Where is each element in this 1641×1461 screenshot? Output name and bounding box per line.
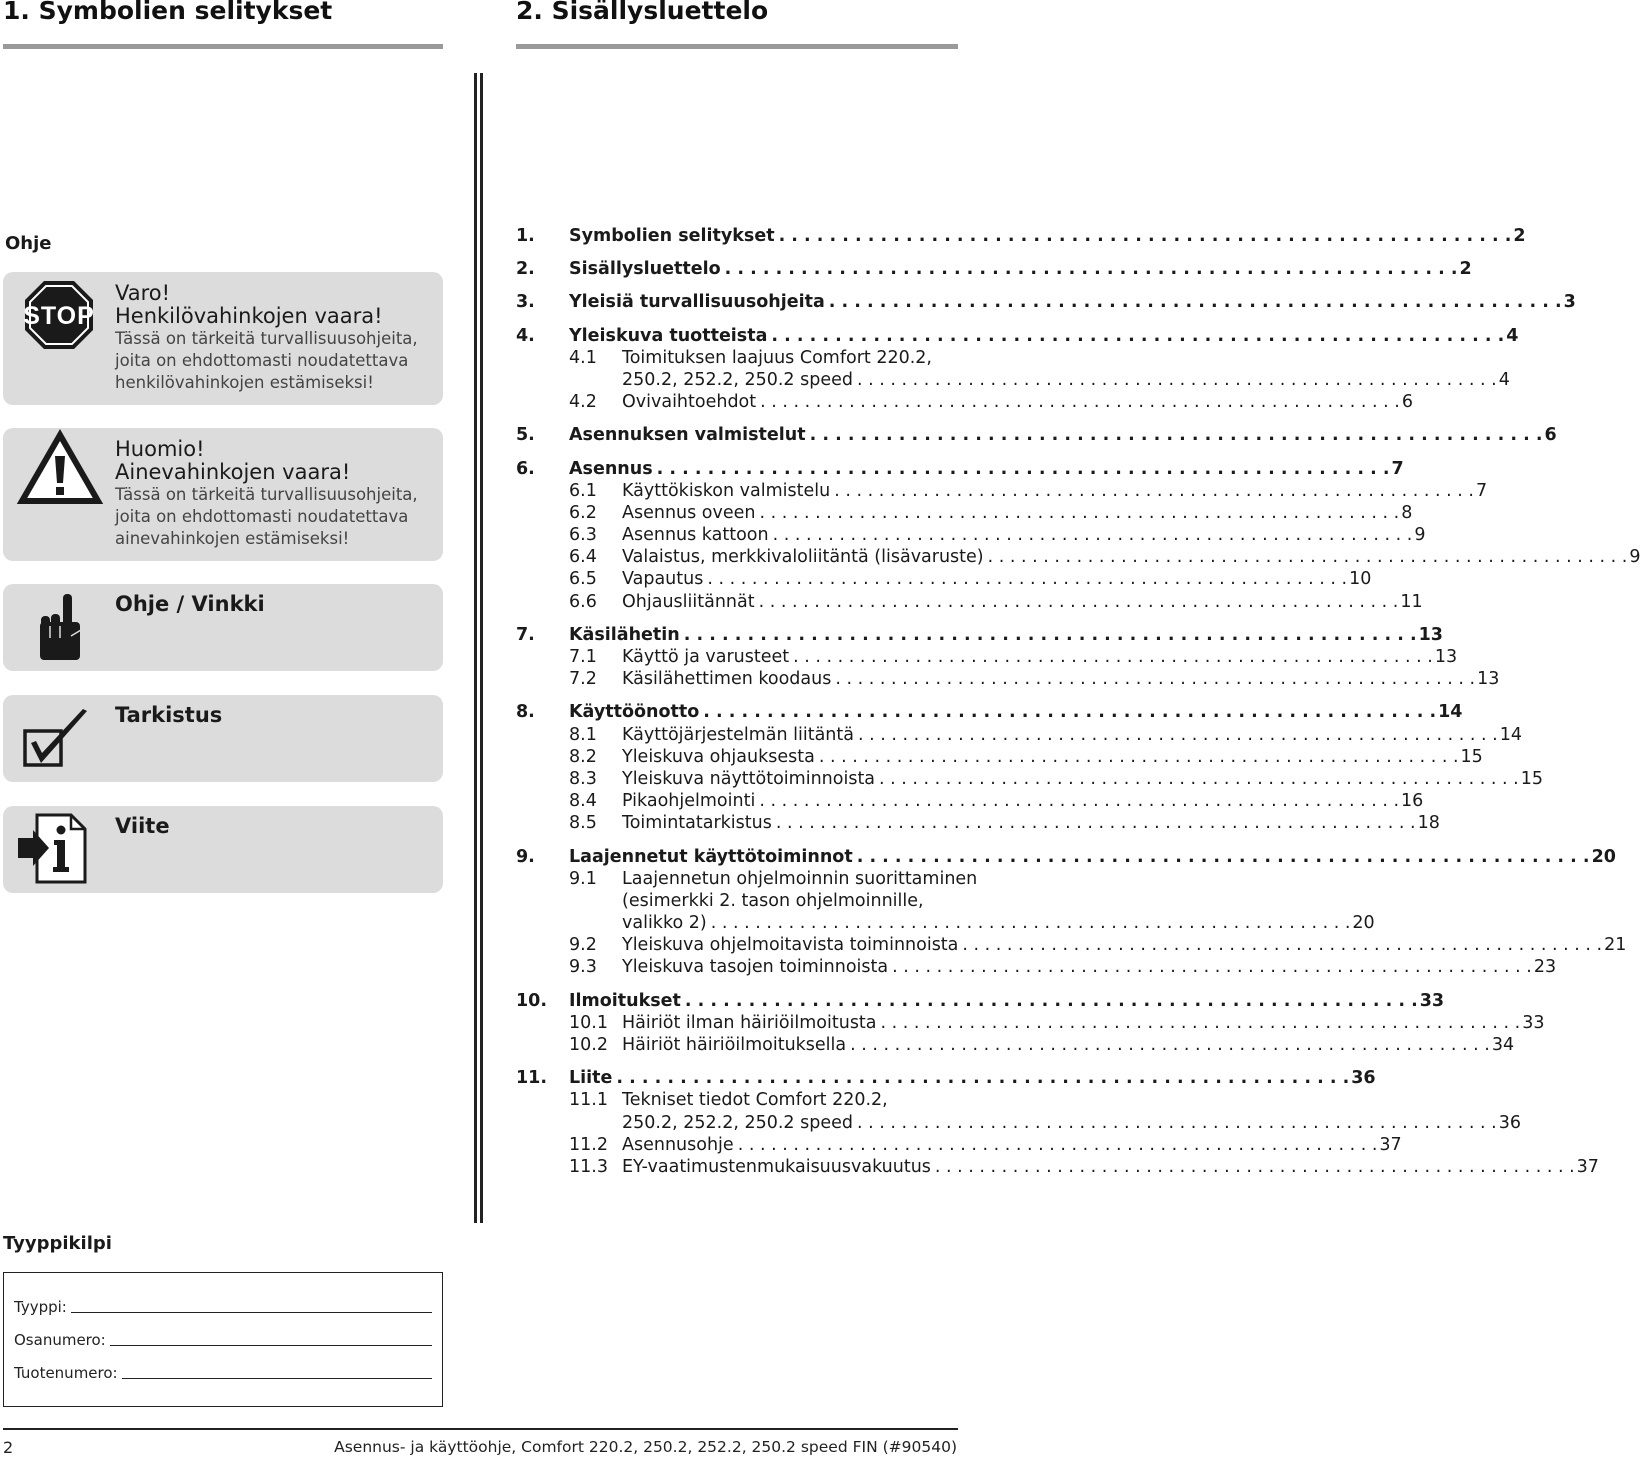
toc-chapter-row[interactable] <box>516 990 1445 1012</box>
toc-entry <box>622 956 1557 978</box>
toc-leader-dots <box>772 812 1416 834</box>
toc-title: Toimintatarkistus <box>622 813 772 834</box>
toc-number: 3. <box>516 292 535 313</box>
toc-number: 9.3 <box>569 957 597 978</box>
toc-number: 6.5 <box>569 569 597 590</box>
toc-section-row[interactable] <box>516 790 1424 812</box>
toc-leader-dots <box>755 591 1399 613</box>
toc-leader-dots <box>875 768 1519 790</box>
part-number-field <box>14 1331 432 1349</box>
toc-entry <box>622 347 960 369</box>
toc-entry <box>622 890 960 912</box>
toc-entry <box>622 646 1458 668</box>
toc-title: Yleiskuva ohjelmoitavista toiminnoista <box>622 935 959 956</box>
toc-page-number: 21 <box>1604 935 1627 956</box>
danger-title: Varo! <box>115 281 171 305</box>
toc-entry <box>569 990 1445 1012</box>
toc-section-row[interactable] <box>516 568 1372 590</box>
toc-chapter-row[interactable] <box>516 1067 1376 1089</box>
nameplate-heading: Tyyppikilpi <box>3 1233 112 1254</box>
toc-chapter-row[interactable] <box>516 424 1557 446</box>
toc-entry <box>622 1156 1599 1178</box>
nameplate-box <box>3 1272 443 1407</box>
toc-leader-dots <box>756 391 1400 413</box>
toc-page-number: 2 <box>1459 259 1472 280</box>
toc-leader-dots <box>612 1067 1349 1089</box>
toc-page-number: 4 <box>1498 369 1510 390</box>
toc-number: 9. <box>516 846 535 867</box>
product-number-field <box>14 1364 432 1382</box>
toc-gap <box>516 247 960 258</box>
toc-leader-dots <box>734 1134 1378 1156</box>
toc-number: 11.1 <box>569 1090 608 1111</box>
toc-section-row[interactable] <box>516 1112 1521 1134</box>
toc-entry <box>569 846 1616 868</box>
toc-leader-dots <box>775 225 1512 247</box>
toc-title: Asennusohje <box>622 1134 734 1155</box>
toc-gap <box>516 835 960 846</box>
svg-text:STOP: STOP <box>23 302 95 330</box>
toc-title: Tekniset tiedot Comfort 220.2, <box>622 1090 888 1111</box>
toc-title: Ovivaihtoehdot <box>622 392 757 413</box>
toc-number: 6. <box>516 458 535 479</box>
toc-entry <box>622 1034 1515 1056</box>
checkmark-icon <box>21 705 91 775</box>
toc-leader-dots <box>789 646 1433 668</box>
toc-entry <box>622 391 1413 413</box>
toc-leader-dots <box>767 325 1504 347</box>
toc-chapter-row[interactable] <box>516 258 1472 280</box>
toc-page-number: 36 <box>1351 1068 1376 1089</box>
header-rule-left <box>3 44 443 49</box>
toc-page-number: 37 <box>1379 1134 1402 1155</box>
toc-chapter-row[interactable] <box>516 225 1526 247</box>
toc-entry <box>622 1134 1402 1156</box>
caution-subtitle: Ainevahinkojen vaara! <box>115 460 351 484</box>
toc-leader-dots <box>853 1112 1497 1134</box>
toc-title: Häiriöt häiriöilmoituksella <box>622 1035 847 1055</box>
reference-info-icon <box>15 812 91 890</box>
toc-title: Asennus oveen <box>622 502 756 523</box>
toc-title: Käyttöönotto <box>569 702 700 723</box>
toc-page-number: 4 <box>1506 325 1519 346</box>
toc-gap <box>516 979 960 990</box>
page-number: 2 <box>3 1438 14 1457</box>
caution-description: Tässä on tärkeitä turvallisuusohjeita, joita on ehdottomasti noudatettava ainevahinkojen estämiseksi! <box>115 485 418 548</box>
toc-entry <box>622 1089 960 1111</box>
reference-title: Viite <box>115 814 170 838</box>
toc-page-number: 11 <box>1400 591 1423 612</box>
toc-number: 6.1 <box>569 480 597 501</box>
toc-gap <box>516 613 960 624</box>
toc-page-number: 20 <box>1591 846 1616 867</box>
section-title-contents: 2. Sisällysluettelo <box>516 0 769 25</box>
toc-leader-dots <box>769 524 1413 546</box>
toc-page-number: 15 <box>1520 768 1544 789</box>
toc-page-number: 34 <box>1491 1035 1515 1055</box>
type-blank-line <box>71 1298 432 1313</box>
toc-title: valikko 2) <box>622 913 707 934</box>
toc-number: 6.6 <box>569 591 597 612</box>
toc-entry <box>569 424 1557 446</box>
toc-gap <box>516 413 960 424</box>
toc-chapter-row[interactable] <box>516 846 1616 868</box>
toc-section-row[interactable] <box>516 502 1413 524</box>
type-field <box>14 1298 432 1316</box>
toc-title: Häiriöt ilman häiriöilmoitusta <box>622 1012 877 1033</box>
toc-page-number: 36 <box>1498 1112 1521 1133</box>
header-rule-right <box>516 44 958 49</box>
toc-section-row[interactable] <box>516 546 1641 568</box>
toc-number: 4.1 <box>569 347 597 368</box>
toc-section-row[interactable] <box>516 956 1557 978</box>
danger-subtitle: Henkilövahinkojen vaara! <box>115 304 383 328</box>
toc-leader-dots <box>815 746 1459 768</box>
toc-number: 9.1 <box>569 868 597 889</box>
toc-number: 5. <box>516 425 535 446</box>
toc-section-row[interactable] <box>516 768 1544 790</box>
toc-leader-dots <box>707 912 1351 934</box>
toc-leader-dots <box>703 568 1347 590</box>
toc-title: Yleiskuva tuotteista <box>569 325 768 346</box>
toc-page-number: 6 <box>1401 392 1413 413</box>
toc-chapter-row[interactable] <box>516 701 1463 723</box>
toc-page-number: 8 <box>1401 502 1413 523</box>
toc-title: Käsilähetin <box>569 624 680 645</box>
toc-section-row[interactable] <box>516 912 1375 934</box>
toc-entry <box>569 624 1443 646</box>
toc-entry <box>622 812 1440 834</box>
toc-leader-dots <box>680 624 1417 646</box>
legend-heading: Ohje <box>5 233 52 254</box>
toc-title: Käyttö ja varusteet <box>622 647 790 667</box>
toc-entry <box>622 868 978 890</box>
toc-section-row[interactable] <box>516 1134 1402 1156</box>
toc-section-row[interactable] <box>516 591 1423 613</box>
toc-section-row[interactable] <box>516 1156 1599 1178</box>
toc-leader-dots <box>756 502 1400 524</box>
danger-description: Tässä on tärkeitä turvallisuusohjeita, joita on ehdottomasti noudatettava henkilövahinkojen estämiseksi! <box>115 329 418 392</box>
toc-title: Pikaohjelmointi <box>622 791 756 812</box>
pointing-hand-icon <box>37 592 83 668</box>
toc-page-number: 13 <box>1418 624 1443 645</box>
toc-section-row[interactable] <box>516 868 978 890</box>
toc-entry <box>569 458 1404 480</box>
toc-title: Asennus <box>569 458 653 479</box>
toc-number: 9.2 <box>569 935 597 956</box>
toc-leader-dots <box>721 258 1458 280</box>
toc-entry <box>622 591 1423 613</box>
type-label: Tyyppi: <box>14 1298 67 1316</box>
toc-gap <box>516 447 960 458</box>
toc-number: 8.4 <box>569 791 597 812</box>
toc-leader-dots <box>825 291 1562 313</box>
toc-entry <box>622 1112 1521 1134</box>
toc-title: EY-vaatimustenmukaisuusvakuutus <box>622 1156 931 1177</box>
toc-entry <box>569 1067 1376 1089</box>
toc-leader-dots <box>888 956 1532 978</box>
toc-entry <box>622 546 1641 568</box>
toc-page-number: 15 <box>1460 746 1483 767</box>
toc-section-row[interactable] <box>516 890 960 912</box>
toc-number: 8. <box>516 702 535 723</box>
toc-title: Yleiskuva ohjauksesta <box>622 746 815 767</box>
part-number-blank-line <box>110 1331 432 1346</box>
toc-title: Sisällysluettelo <box>569 259 721 280</box>
toc-entry <box>622 790 1424 812</box>
toc-leader-dots <box>699 701 1436 723</box>
toc-entry <box>622 724 1522 746</box>
toc-leader-dots <box>853 846 1590 868</box>
warning-triangle-icon <box>19 432 101 508</box>
toc-number: 8.2 <box>569 746 597 767</box>
toc-number: 7. <box>516 624 535 645</box>
toc-page-number: 16 <box>1401 791 1424 812</box>
toc-entry <box>569 291 1576 313</box>
toc-leader-dots <box>853 369 1497 391</box>
toc-page-number: 14 <box>1438 702 1463 723</box>
toc-gap <box>516 314 960 325</box>
toc-number: 6.4 <box>569 547 597 568</box>
toc-entry <box>622 369 1510 391</box>
toc-number: 4.2 <box>569 392 597 413</box>
toc-title: Liite <box>569 1068 613 1089</box>
toc-section-row[interactable] <box>516 1012 1545 1034</box>
toc-section-row[interactable] <box>516 934 1627 956</box>
toc-page-number: 3 <box>1563 292 1576 313</box>
toc-number: 11.2 <box>569 1134 608 1155</box>
legend-box-tip <box>3 584 443 671</box>
toc-leader-dots <box>877 1012 1521 1034</box>
toc-title: Käsilähettimen koodaus <box>622 669 832 690</box>
toc-entry <box>622 524 1426 546</box>
caution-title: Huomio! <box>115 437 205 461</box>
toc-leader-dots <box>681 990 1418 1012</box>
legend-box-caution <box>3 428 443 561</box>
toc-title: Valaistus, merkkivaloliitäntä (lisävaruste) <box>622 547 984 568</box>
toc-title: 250.2, 252.2, 250.2 speed <box>622 1112 853 1133</box>
product-number-label: Tuotenumero: <box>14 1364 118 1382</box>
column-divider-line <box>474 73 477 1223</box>
toc-section-row[interactable] <box>516 347 960 369</box>
toc-chapter-row[interactable] <box>516 291 1576 313</box>
toc-leader-dots <box>830 480 1474 502</box>
toc-number: 11. <box>516 1068 548 1089</box>
part-number-label: Osanumero: <box>14 1331 106 1349</box>
toc-number: 8.3 <box>569 768 597 789</box>
toc-number: 6.3 <box>569 525 597 546</box>
toc-page-number: 9 <box>1414 525 1426 546</box>
document-title: Asennus- ja käyttöohje, Comfort 220.2, 250.2, 252.2, 250.2 speed FIN (#90540) <box>334 1438 957 1456</box>
tip-title: Ohje / Vinkki <box>115 592 265 616</box>
toc-number: 6.2 <box>569 502 597 523</box>
toc-title: Asennus kattoon <box>622 525 769 546</box>
toc-entry <box>622 912 1375 934</box>
toc-page-number: 37 <box>1576 1156 1599 1177</box>
toc-section-row[interactable] <box>516 1089 960 1111</box>
stop-sign-icon <box>23 279 95 355</box>
toc-section-row[interactable] <box>516 524 1426 546</box>
toc-page-number: 13 <box>1434 647 1458 667</box>
toc-page-number: 13 <box>1477 669 1500 690</box>
toc-chapter-row[interactable] <box>516 325 1519 347</box>
toc-entry <box>622 502 1413 524</box>
column-divider-line <box>480 73 483 1223</box>
toc-title: Toimituksen laajuus Comfort 220.2, <box>622 347 932 368</box>
toc-title: Yleisiä turvallisuusohjeita <box>569 292 825 313</box>
toc-entry <box>569 325 1519 347</box>
toc-title: 250.2, 252.2, 250.2 speed <box>622 369 853 390</box>
check-title: Tarkistus <box>115 703 223 727</box>
toc-leader-dots <box>831 668 1475 690</box>
toc-page-number: 33 <box>1522 1012 1545 1033</box>
toc-number: 4. <box>516 325 535 346</box>
toc-leader-dots <box>846 1034 1490 1056</box>
toc-title: Laajennetun ohjelmoinnin suorittaminen <box>622 868 978 889</box>
toc-title: Symbolien selitykset <box>569 226 775 246</box>
toc-entry <box>622 668 1500 690</box>
toc-page-number: 18 <box>1417 813 1440 834</box>
toc-section-row[interactable] <box>516 812 1440 834</box>
toc-entry <box>622 768 1544 790</box>
toc-title: (esimerkki 2. tason ohjelmoinnille, <box>622 890 924 911</box>
toc-page-number: 9 <box>1629 547 1641 568</box>
toc-entry <box>622 568 1372 590</box>
toc-page-number: 23 <box>1533 957 1557 978</box>
product-number-blank-line <box>122 1364 432 1379</box>
toc-section-row[interactable] <box>516 480 1488 502</box>
toc-chapter-row[interactable] <box>516 458 1404 480</box>
toc-section-row[interactable] <box>516 1034 1515 1056</box>
toc-number: 7.1 <box>569 647 597 667</box>
toc-entry <box>622 480 1488 502</box>
legend-box-reference <box>3 806 443 893</box>
toc-number: 10. <box>516 990 548 1011</box>
toc-leader-dots <box>653 458 1390 480</box>
legend-box-check <box>3 695 443 782</box>
toc-leader-dots <box>755 790 1399 812</box>
toc-page-number: 14 <box>1499 724 1522 745</box>
toc-title: Laajennetut käyttötoiminnot <box>569 846 853 867</box>
legend-box-danger <box>3 272 443 405</box>
toc-page-number: 20 <box>1352 913 1375 934</box>
toc-page-number: 2 <box>1513 226 1526 246</box>
toc-leader-dots <box>958 934 1602 956</box>
section-title-symbols: 1. Symbolien selitykset <box>3 0 333 25</box>
toc-number: 1. <box>516 226 535 246</box>
toc-gap <box>516 690 960 701</box>
toc-section-row[interactable] <box>516 646 1458 668</box>
toc-page-number: 7 <box>1391 458 1404 479</box>
toc-title: Yleiskuva näyttötoiminnoista <box>622 768 876 789</box>
toc-title: Yleiskuva tasojen toiminnoista <box>622 957 889 978</box>
toc-section-row[interactable] <box>516 746 1483 768</box>
table-of-contents <box>516 225 1641 1178</box>
toc-entry <box>622 1012 1545 1034</box>
toc-title: Ilmoitukset <box>569 990 681 1011</box>
toc-section-row[interactable] <box>516 391 1413 413</box>
toc-section-row[interactable] <box>516 724 1522 746</box>
toc-section-row[interactable] <box>516 369 1510 391</box>
toc-number: 10.2 <box>569 1035 608 1055</box>
toc-leader-dots <box>984 546 1628 568</box>
toc-section-row[interactable] <box>516 668 1500 690</box>
toc-leader-dots <box>806 424 1543 446</box>
toc-leader-dots <box>854 724 1498 746</box>
toc-entry <box>622 746 1483 768</box>
toc-title: Vapautus <box>622 569 704 590</box>
footer-rule <box>3 1428 958 1430</box>
toc-number: 11.3 <box>569 1156 608 1177</box>
toc-title: Käyttökiskon valmistelu <box>622 480 831 501</box>
toc-number: 8.5 <box>569 813 597 834</box>
toc-number: 10.1 <box>569 1012 608 1033</box>
toc-title: Asennuksen valmistelut <box>569 425 806 446</box>
toc-entry <box>569 258 1472 280</box>
toc-page-number: 6 <box>1544 425 1557 446</box>
toc-title: Käyttöjärjestelmän liitäntä <box>622 724 854 745</box>
toc-gap <box>516 1056 960 1067</box>
toc-page-number: 10 <box>1349 569 1372 590</box>
toc-page-number: 33 <box>1419 990 1445 1011</box>
toc-number: 8.1 <box>569 724 597 745</box>
toc-chapter-row[interactable] <box>516 624 1443 646</box>
toc-entry <box>569 225 1526 247</box>
toc-title: Ohjausliitännät <box>622 591 755 612</box>
toc-gap <box>516 280 960 291</box>
toc-number: 7.2 <box>569 669 597 690</box>
toc-entry <box>622 934 1627 956</box>
toc-entry <box>569 701 1463 723</box>
toc-number: 2. <box>516 259 535 280</box>
toc-page-number: 7 <box>1475 480 1488 501</box>
toc-leader-dots <box>931 1156 1575 1178</box>
